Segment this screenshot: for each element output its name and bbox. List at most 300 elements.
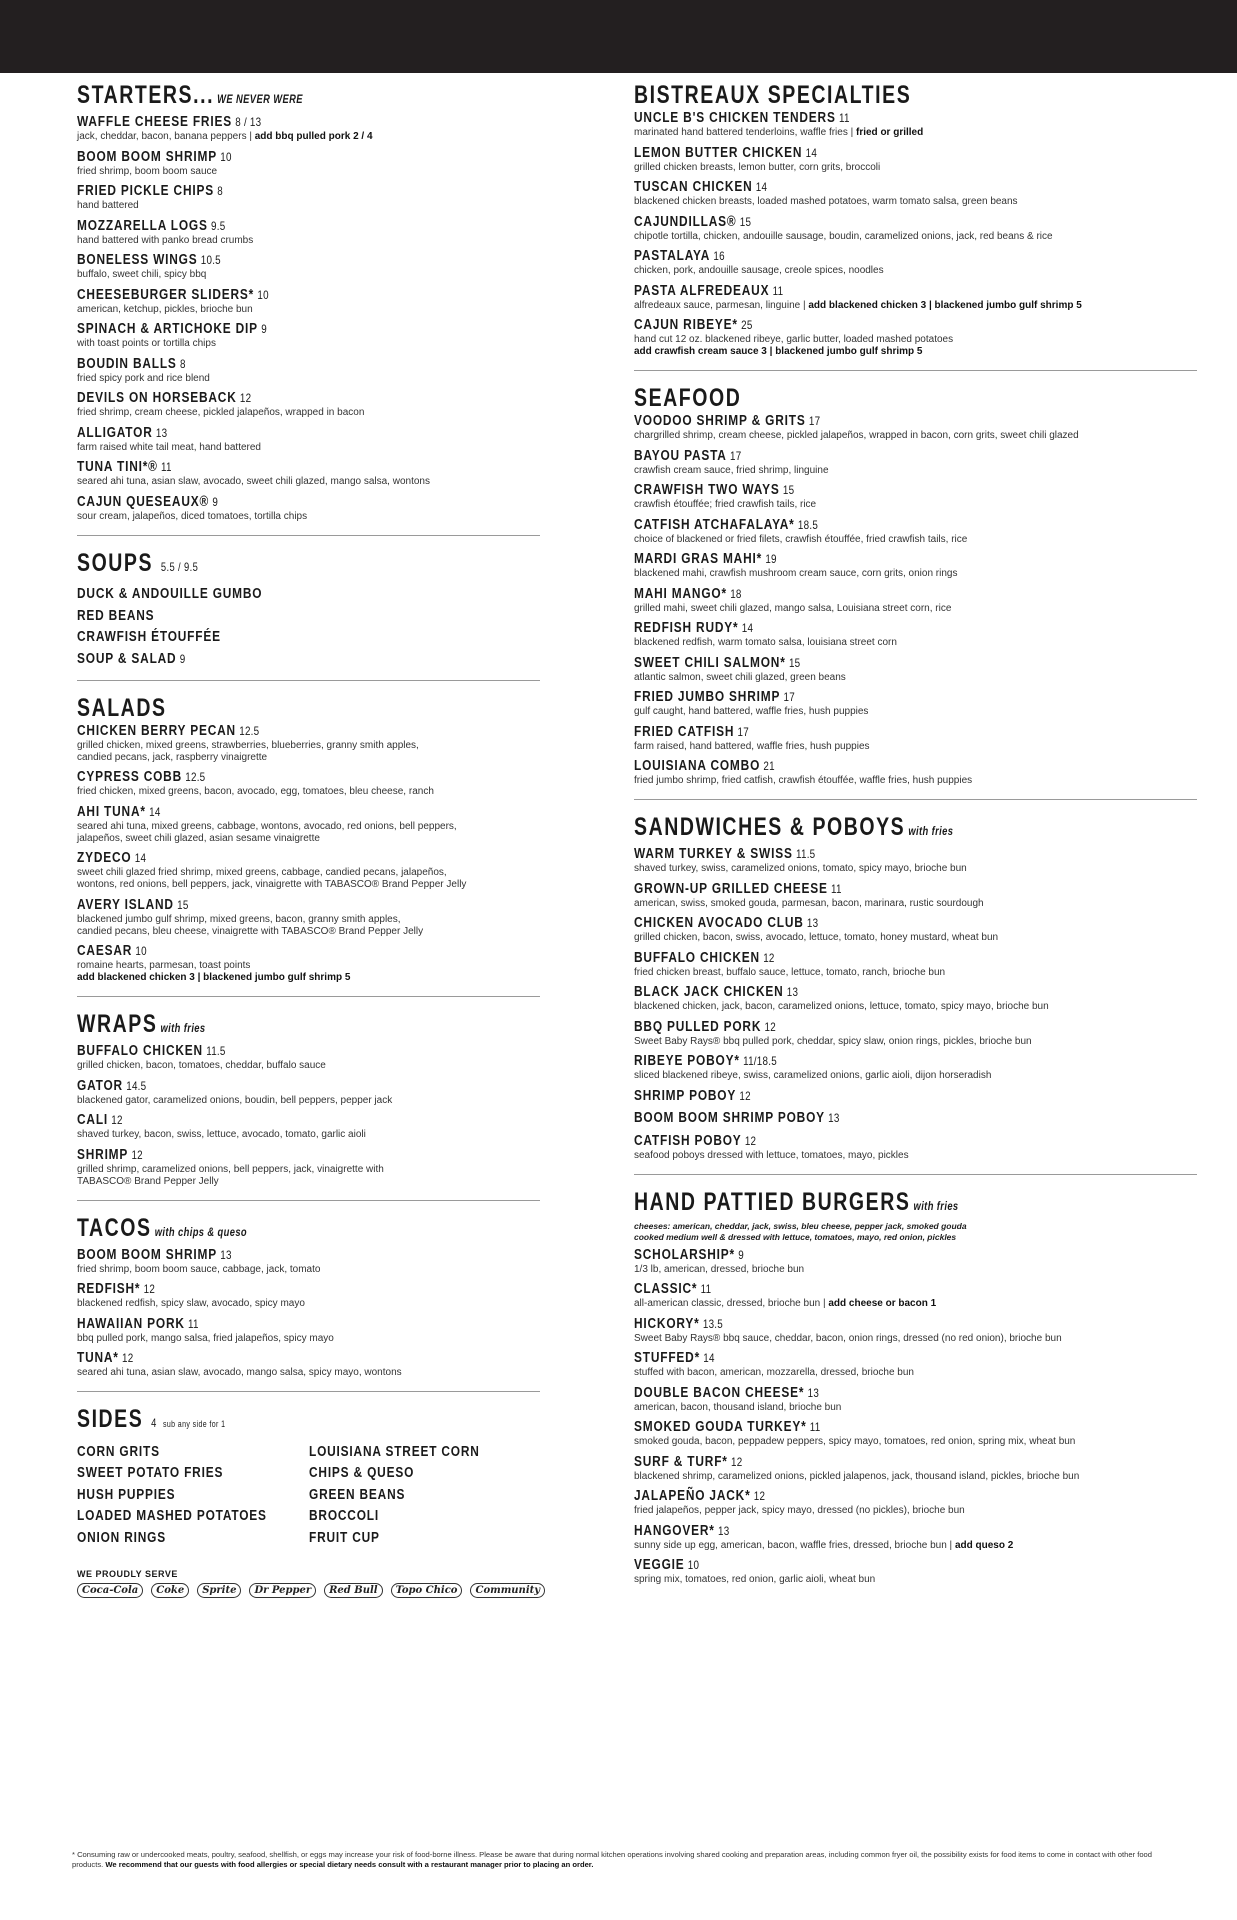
item-title: CRAWFISH TWO WAYS	[634, 482, 780, 498]
menu-item	[77, 1147, 540, 1188]
menu-item-name	[634, 1523, 1096, 1540]
item-price: 11/18.5	[743, 1054, 777, 1068]
item-price: 15	[782, 483, 795, 497]
menu-item-description	[634, 1001, 1197, 1013]
item-title: CRAWFISH ÉTOUFFÉE	[77, 629, 221, 645]
side-item: ONION RINGS	[77, 1529, 166, 1546]
section-title-soups: SOUPS 5.5 / 9.5	[77, 548, 199, 577]
section-title-tacos: TACOS with chips & queso	[77, 1213, 248, 1242]
description-text: hand battered with panko bread crumbs	[77, 234, 254, 246]
description-text: chicken, pork, andouille sausage, creole spices, noodles	[634, 265, 884, 276]
item-title: RIBEYE POBOY*	[634, 1053, 740, 1069]
item-title: HANGOVER*	[634, 1522, 715, 1539]
menu-item-description	[634, 1540, 1197, 1552]
item-price: 8	[179, 356, 186, 371]
menu-item	[77, 494, 540, 523]
menu-item	[634, 689, 1197, 718]
item-price: 17	[783, 690, 795, 704]
side-item: CHIPS & QUESO	[308, 1465, 414, 1481]
menu-item-description	[634, 1436, 1197, 1448]
menu-item-name	[77, 1247, 457, 1264]
menu-item-name	[634, 283, 1096, 300]
menu-item-description	[634, 1471, 1197, 1483]
menu-item	[634, 1316, 1197, 1345]
section-title-seafood: SEAFOOD	[634, 384, 742, 412]
menu-item	[77, 356, 540, 385]
item-title: STUFFED*	[634, 1350, 701, 1366]
description-text: grilled shrimp, caramelized onions, bell peppers, jack, vinaigrette with	[77, 1163, 384, 1175]
description-text: with toast points or tortilla chips	[77, 338, 216, 349]
salads-section	[77, 693, 540, 985]
item-title: RED BEANS	[77, 607, 155, 624]
menu-item-name	[77, 287, 457, 304]
menu-item-name	[77, 459, 457, 476]
item-title: CYPRESS COBB	[77, 769, 182, 785]
item-price: 10	[257, 287, 269, 302]
item-title: MARDI GRAS MAHI*	[634, 551, 763, 567]
menu-item-name	[77, 943, 457, 960]
description-text: marinated hand battered tenderloins, waffle fries |	[634, 127, 854, 138]
description-text: farm raised white tail meat, hand battered	[77, 441, 261, 453]
salads-list	[77, 723, 540, 985]
menu-item	[77, 114, 540, 143]
menu-item-name	[77, 723, 457, 740]
menu-item	[634, 145, 1197, 174]
menu-item	[77, 943, 540, 984]
menu-item-name	[77, 356, 457, 373]
menu-item	[634, 248, 1197, 277]
menu-item-description	[77, 1264, 540, 1276]
item-price: 17	[808, 414, 821, 428]
menu-item-description	[77, 821, 540, 833]
item-title: CAESAR	[77, 943, 133, 959]
menu-item-name	[634, 448, 1096, 465]
menu-item	[77, 425, 540, 454]
menu-item-description	[634, 863, 1197, 875]
item-title: REDFISH RUDY*	[634, 620, 739, 636]
menu-item	[77, 218, 540, 247]
menu-item-description	[634, 967, 1197, 979]
menu-item-description	[77, 476, 540, 488]
item-price: 9	[738, 1247, 745, 1262]
menu-item-description	[77, 373, 540, 385]
description-text: alfredeaux sauce, parmesan, linguine |	[634, 299, 806, 311]
menu-item-name	[77, 218, 457, 235]
item-title: SPINACH & ARTICHOKE DIP	[77, 321, 258, 337]
item-price: 14	[703, 1351, 715, 1365]
item-price: 15	[739, 214, 752, 229]
item-title: CATFISH ATCHAFALAYA*	[634, 516, 795, 533]
item-title: REDFISH*	[77, 1281, 141, 1297]
item-price: 14	[805, 145, 818, 160]
menu-item-description	[634, 1298, 1197, 1310]
item-title: DEVILS ON HORSEBACK	[77, 390, 237, 406]
description-text: blackened gator, caramelized onions, boudin, bell peppers, pepper jack	[77, 1094, 393, 1106]
description-text: american, ketchup, pickles, brioche bun	[77, 303, 253, 315]
item-title: FRIED JUMBO SHRIMP	[634, 689, 781, 705]
menu-item	[634, 915, 1197, 944]
description-text: fried shrimp, boom boom sauce	[77, 165, 218, 177]
description-text: shaved turkey, bacon, swiss, lettuce, avocado, tomato, garlic aioli	[77, 1129, 366, 1140]
item-title: BOOM BOOM SHRIMP	[77, 1246, 217, 1263]
soup-item	[77, 586, 457, 603]
description-text: blackened shrimp, caramelized onions, pickled jalapenos, jack, thousand island, pickles, brioche bun	[634, 1470, 1080, 1482]
menu-item-description	[634, 932, 1197, 944]
item-title: PASTA ALFREDEAUX	[634, 282, 770, 299]
description-text: seared ahi tuna, asian slaw, avocado, mango salsa, spicy mayo, wontons	[77, 1367, 402, 1378]
description-text: american, bacon, thousand island, brioche bun	[634, 1401, 842, 1413]
right-column	[634, 80, 1197, 1592]
item-price: 12	[764, 1019, 776, 1034]
item-price: 18.5	[797, 517, 819, 532]
item-price: 12	[239, 391, 252, 405]
item-title: GROWN-UP GRILLED CHEESE	[634, 880, 828, 897]
item-title: AHI TUNA*	[77, 803, 146, 820]
menu-item-name	[77, 494, 457, 511]
item-price: 10	[135, 944, 147, 958]
menu-item-name	[634, 1350, 1096, 1367]
item-title: JALAPEÑO JACK*	[634, 1488, 751, 1504]
menu-item	[77, 287, 540, 316]
item-title: HAWAIIAN PORK	[77, 1315, 185, 1332]
menu-item	[634, 214, 1197, 243]
item-title: BUFFALO CHICKEN	[634, 949, 760, 966]
item-price: 12	[763, 950, 775, 965]
burgers-section	[634, 1187, 1197, 1587]
item-title: MAHI MANGO*	[634, 585, 727, 602]
side-item: LOADED MASHED POTATOES	[77, 1508, 267, 1524]
item-title: CATFISH POBOY	[634, 1132, 742, 1149]
menu-item-description	[77, 1129, 540, 1141]
menu-item	[634, 1419, 1197, 1448]
menu-item	[634, 620, 1197, 649]
description-text: 1/3 lb, american, dressed, brioche bun	[634, 1263, 805, 1275]
starters-section	[77, 80, 540, 523]
soup-item	[77, 608, 457, 625]
menu-item	[77, 1316, 540, 1345]
menu-item-name	[634, 145, 1096, 162]
description-text: shaved turkey, swiss, caramelized onions, tomato, spicy mayo, brioche bun	[634, 863, 967, 874]
item-title: SHRIMP POBOY	[634, 1087, 737, 1104]
item-price: 12.5	[239, 723, 260, 738]
add-on-text: add bbq pulled pork 2 / 4	[254, 131, 373, 142]
item-price: 9.5	[211, 218, 226, 233]
item-title: TUNA*	[77, 1350, 119, 1366]
menu-item-description	[634, 1367, 1197, 1379]
disclaimer-bold: We recommend that our guests with food allergies or special dietary needs consult with a restaurant manager prior to placing an order.	[105, 1860, 594, 1869]
add-on-text	[77, 972, 540, 984]
menu-item-description	[634, 741, 1197, 753]
menu-item-description	[77, 1060, 540, 1072]
description-text: blackened chicken breasts, loaded mashed potatoes, warm tomato salsa, green beans	[634, 196, 1018, 207]
item-price: 11	[700, 1282, 712, 1296]
add-on-text: fried or grilled	[856, 127, 924, 138]
soup-item	[77, 651, 457, 668]
item-price: 13.5	[702, 1316, 724, 1331]
side-item: HUSH PUPPIES	[77, 1486, 176, 1503]
menu-item-name	[634, 846, 1096, 863]
divider	[634, 799, 1197, 800]
item-title: SMOKED GOUDA TURKEY*	[634, 1419, 807, 1435]
description-text: sweet chili glazed fried shrimp, mixed greens, cabbage, candied pecans, jalapeños,	[77, 867, 447, 878]
item-price: 11	[772, 283, 784, 298]
menu-item-description	[634, 162, 1197, 174]
item-price: 11.5	[206, 1044, 226, 1058]
description-text: gulf caught, hand battered, waffle fries, hush puppies	[634, 706, 869, 717]
item-title: CALI	[77, 1112, 109, 1128]
description-text: hand battered	[77, 200, 139, 211]
sides-column	[77, 1439, 309, 1551]
item-price: 11	[838, 111, 850, 125]
menu-item	[634, 1523, 1197, 1552]
item-title: VOODOO SHRIMP & GRITS	[634, 413, 806, 429]
item-price: 12	[111, 1113, 123, 1127]
menu-item-description	[634, 1150, 1197, 1162]
item-price: 13	[786, 985, 799, 999]
section-title-salads: SALADS	[77, 693, 167, 722]
menu-item	[634, 110, 1197, 139]
description-text: fried jalapeños, pepper jack, spicy mayo, dressed (no pickles), brioche bun	[634, 1505, 965, 1516]
menu-item	[634, 1053, 1197, 1082]
item-price: 21	[763, 759, 775, 773]
menu-item-name	[634, 655, 1096, 672]
item-title: CHEESEBURGER SLIDERS*	[77, 286, 255, 303]
item-price: 10.5	[200, 253, 221, 267]
description-text: seared ahi tuna, mixed greens, cabbage, wontons, avocado, red onions, bell peppers,	[77, 820, 457, 832]
menu-item	[634, 758, 1197, 787]
menu-item	[77, 321, 540, 350]
description-text: sunny side up egg, american, bacon, waffle fries, dressed, brioche bun |	[634, 1539, 953, 1551]
menu-item	[634, 413, 1197, 442]
description-text: hand cut 12 oz. blackened ribeye, garlic butter, loaded mashed potatoes	[634, 334, 954, 345]
menu-item	[634, 482, 1197, 511]
menu-item-name	[77, 1112, 457, 1129]
item-title: DUCK & ANDOUILLE GUMBO	[77, 586, 263, 602]
menu-item	[634, 1557, 1197, 1586]
menu-item	[634, 551, 1197, 580]
section-title-starters: STARTERS... WE NEVER WERE	[77, 81, 303, 109]
menu-item	[634, 1019, 1197, 1048]
menu-item	[634, 586, 1197, 615]
item-price: 12	[131, 1147, 143, 1162]
menu-item-description	[634, 1333, 1197, 1345]
add-on-bold: add blackened chicken 3 | blackened jumbo gulf shrimp 5	[77, 972, 351, 983]
menu-item-description	[77, 200, 540, 212]
description-text: buffalo, sweet chili, spicy bbq	[77, 269, 207, 280]
item-title: FRIED PICKLE CHIPS	[77, 183, 214, 199]
item-price: 16	[713, 249, 725, 263]
item-price: 14	[755, 180, 768, 194]
item-title: SHRIMP	[77, 1146, 129, 1163]
item-price: 9	[179, 651, 187, 666]
description-text: grilled mahi, sweet chili glazed, mango salsa, Louisiana street corn, rice	[634, 602, 952, 614]
item-title: UNCLE B'S CHICKEN TENDERS	[634, 110, 836, 126]
item-price: 15	[788, 655, 801, 670]
menu-item-description	[634, 265, 1197, 277]
item-title: SURF & TURF*	[634, 1453, 728, 1470]
wraps-section	[77, 1009, 540, 1188]
description-text: jack, cheddar, bacon, banana peppers |	[77, 131, 252, 142]
menu-item-name	[634, 179, 1096, 196]
specialties-list	[634, 110, 1197, 358]
description-text: romaine hearts, parmesan, toast points	[77, 960, 251, 971]
menu-item-name	[77, 1350, 457, 1367]
side-item: SWEET POTATO FRIES	[77, 1465, 224, 1481]
item-price: 9	[212, 494, 219, 509]
item-title: BBQ PULLED PORK	[634, 1018, 762, 1035]
menu-item	[634, 1088, 1197, 1105]
menu-item-name	[634, 317, 1096, 334]
add-on-text: add queso 2	[954, 1539, 1014, 1551]
menu-item	[634, 317, 1197, 358]
description-text: fried chicken, mixed greens, bacon, avocado, egg, tomatoes, bleu cheese, ranch	[77, 786, 434, 797]
menu-item	[77, 183, 540, 212]
menu-item	[77, 1281, 540, 1310]
menu-item	[634, 984, 1197, 1013]
description-text: sour cream, jalapeños, diced tomatoes, tortilla chips	[77, 510, 308, 522]
side-item: CORN GRITS	[77, 1443, 160, 1460]
item-title: CAJUN RIBEYE*	[634, 317, 738, 333]
menu-item-name	[634, 1316, 1096, 1333]
item-title: WARM TURKEY & SWISS	[634, 846, 793, 862]
menu-item-description	[77, 511, 540, 523]
menu-item	[77, 850, 540, 891]
item-title: ZYDECO	[77, 850, 132, 866]
add-on-bold: add crawfish cream sauce 3 | blackened jumbo gulf shrimp 5	[634, 346, 923, 357]
menu-item-name	[634, 950, 1096, 967]
section-title-wraps: WRAPS with fries	[77, 1010, 206, 1038]
side-item: GREEN BEANS	[308, 1486, 405, 1503]
brand-logos	[77, 1583, 540, 1598]
description-text: Sweet Baby Rays® bbq pulled pork, cheddar, spicy slaw, onion rings, pickles, brioche bun	[634, 1035, 1032, 1047]
menu-item-description	[634, 672, 1197, 684]
menu-item-name	[634, 1454, 1096, 1471]
item-title: MOZZARELLA LOGS	[77, 217, 208, 234]
item-price: 11	[188, 1316, 199, 1331]
divider	[77, 1391, 540, 1392]
disclaimer-text: * Consuming raw or undercooked meats, poultry, seafood, shellfish, or eggs may increase your risk of food-borne illness. Please be aware that during normal kitchen operations involving shared cooking and preparation areas, including common fryer oil, the possibility exists for food items to come in contact with other food products.	[72, 1850, 1152, 1869]
item-price: 13	[220, 1247, 232, 1262]
description-text: farm raised, hand battered, waffle fries, hush puppies	[634, 740, 870, 752]
item-price: 12	[753, 1489, 766, 1503]
menu-item-name	[634, 1088, 1096, 1105]
menu-item	[634, 655, 1197, 684]
soup-item	[77, 629, 457, 646]
description-text: fried shrimp, cream cheese, pickled jalapeños, wrapped in bacon	[77, 407, 365, 418]
description-text: seared ahi tuna, asian slaw, avocado, sweet chili glazed, mango salsa, wontons	[77, 476, 430, 487]
menu-item-name	[634, 1019, 1096, 1036]
menu-item-description	[634, 534, 1197, 546]
menu-item-name	[634, 620, 1096, 637]
menu-item-description	[634, 775, 1197, 787]
description-text: blackened redfish, warm tomato salsa, louisiana street corn	[634, 637, 897, 648]
section-title-specialties: BISTREAUX SPECIALTIES	[634, 81, 912, 109]
menu-item	[634, 881, 1197, 910]
section-title-sandwiches: SANDWICHES & POBOYS with fries	[634, 813, 954, 841]
menu-item-name	[634, 1110, 1096, 1127]
menu-item-name	[77, 1147, 457, 1164]
starters-list	[77, 114, 540, 523]
menu-item	[77, 390, 540, 419]
menu-item-name	[634, 724, 1096, 741]
menu-item-description	[77, 1367, 540, 1379]
add-on-text: add blackened chicken 3 | blackened jumbo gulf shrimp 5	[808, 299, 1082, 311]
menu-item-description: jalapeños, sweet chili glazed, asian sesame vinaigrette	[77, 832, 320, 844]
menu-item-name	[634, 1385, 1096, 1402]
item-price: 12	[739, 1088, 751, 1103]
menu-item-description	[77, 442, 540, 454]
menu-item-name	[634, 214, 1096, 231]
description-text: blackened jumbo gulf shrimp, mixed greens, bacon, granny smith apples,	[77, 913, 401, 925]
item-price: 10	[687, 1558, 700, 1572]
item-title: SWEET CHILI SALMON*	[634, 654, 786, 671]
menu-item	[634, 950, 1197, 979]
divider	[77, 996, 540, 997]
wraps-list	[77, 1043, 540, 1188]
item-title: GATOR	[77, 1077, 123, 1094]
divider	[634, 370, 1197, 371]
left-column	[77, 80, 540, 1598]
item-title: AVERY ISLAND	[77, 896, 174, 913]
menu-item-description	[77, 166, 540, 178]
coca-cola-logo: Coca-Cola	[77, 1583, 143, 1598]
add-on-text: add cheese or bacon 1	[828, 1298, 937, 1309]
item-title: CAJUNDILLAS®	[634, 213, 737, 230]
description-text: grilled chicken breasts, lemon butter, corn grits, broccoli	[634, 161, 881, 173]
menu-item-name	[77, 1043, 457, 1060]
menu-item	[634, 517, 1197, 546]
item-price: 14	[134, 851, 147, 865]
menu-item-name	[77, 114, 457, 131]
menu-item	[634, 1385, 1197, 1414]
menu-item-description	[634, 637, 1197, 649]
burger-note-cooking: cooked medium well & dressed with lettuce, tomatoes, mayo, red onion, pickles	[634, 1231, 957, 1242]
seafood-list	[634, 413, 1197, 787]
item-price: 12	[731, 1454, 743, 1469]
item-title: BOOM BOOM SHRIMP POBOY	[634, 1110, 825, 1126]
menu-item-name	[77, 1078, 457, 1095]
description-text: chargrilled shrimp, cream cheese, pickled jalapeños, wrapped in bacon, corn grits, sweet chili glazed	[634, 430, 1079, 441]
menu-item	[634, 179, 1197, 208]
item-price: 17	[737, 724, 749, 739]
menu-item-description: wontons, red onions, bell peppers, jack, vinaigrette with TABASCO® Brand Pepper Jelly	[77, 879, 467, 890]
item-title: BOOM BOOM SHRIMP	[77, 148, 217, 165]
item-price: 12	[744, 1133, 757, 1148]
side-item: FRUIT CUP	[308, 1529, 380, 1546]
divider	[77, 1200, 540, 1201]
item-title: BONELESS WINGS	[77, 252, 198, 268]
specialties-section	[634, 80, 1197, 358]
top-banner	[0, 0, 1237, 73]
menu-item-name	[77, 897, 457, 914]
sides-grid	[77, 1439, 540, 1551]
description-text: fried spicy pork and rice blend	[77, 372, 210, 384]
item-price: 9	[261, 322, 267, 336]
menu-item-description	[77, 235, 540, 247]
item-price: 13	[828, 1111, 840, 1125]
menu-item-description	[634, 706, 1197, 718]
sprite-logo: Sprite	[197, 1583, 241, 1598]
menu-item	[77, 1247, 540, 1276]
description-text: spring mix, tomatoes, red onion, garlic aioli, wheat bun	[634, 1574, 876, 1585]
item-price: 13	[807, 1385, 820, 1400]
menu-item-description: TABASCO® Brand Pepper Jelly	[77, 1175, 219, 1187]
menu-item-description	[634, 196, 1197, 208]
menu-item-name	[634, 1281, 1096, 1298]
seafood-section	[634, 383, 1197, 787]
section-title-burgers: HAND PATTIED BURGERS with fries	[634, 1187, 959, 1216]
description-text: blackened redfish, spicy slaw, avocado, spicy mayo	[77, 1298, 305, 1309]
